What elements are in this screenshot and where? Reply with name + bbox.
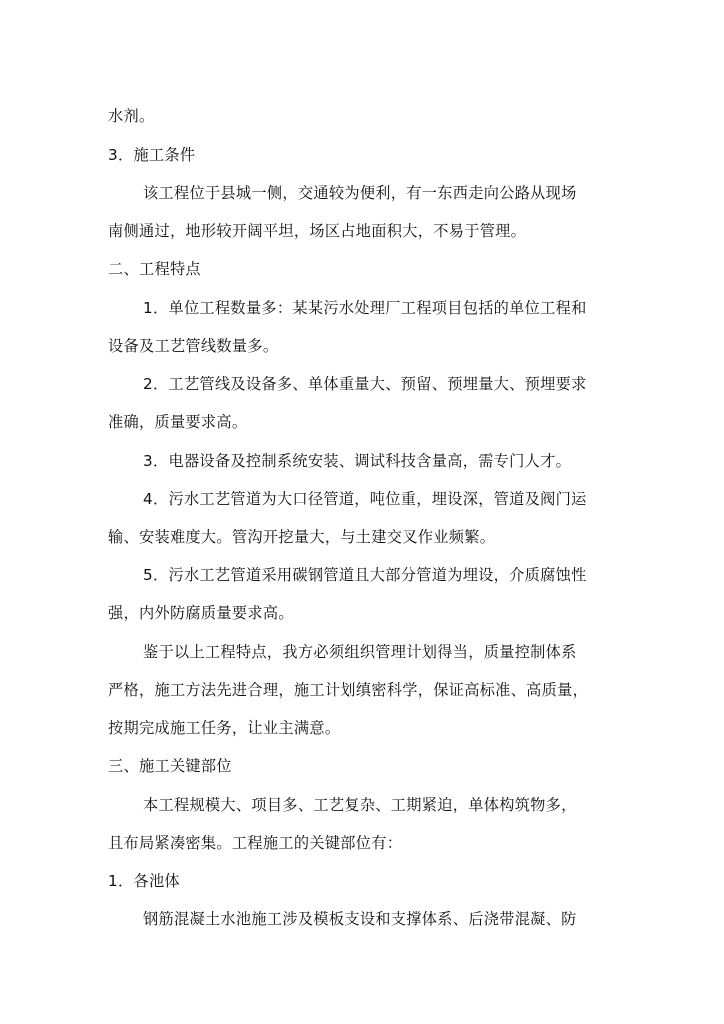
text-line: 钢筋混凝土水池施工涉及模板支设和支撑体系、后浇带混凝、防 xyxy=(143,910,577,928)
text-line: 准确，质量要求高。 xyxy=(108,413,248,431)
text-line: 南侧通过，地形较开阔平坦，场区占地面积大，不易于管理。 xyxy=(108,222,527,240)
text-line: 本工程规模大、项目多、工艺复杂、工期紧迫，单体构筑物多， xyxy=(143,796,577,814)
text-line: 设备及工艺管线数量多。 xyxy=(108,337,279,355)
text-line: 按期完成施工任务，让业主满意。 xyxy=(108,719,341,737)
text-line: 且布局紧凑密集。工程施工的关键部位有： xyxy=(108,834,403,852)
text-line: 严格，施工方法先进合理，施工计划缜密科学，保证高标准、高质量， xyxy=(108,681,589,699)
text-line: 鉴于以上工程特点，我方必须组织管理计划得当，质量控制体系 xyxy=(143,643,577,661)
section-heading: 3．施工条件 xyxy=(108,146,196,164)
section-heading: 三、施工关键部位 xyxy=(108,757,232,775)
list-item: 4．污水工艺管道为大口径管道，吨位重，埋设深，管道及阀门运 xyxy=(143,490,587,508)
text-line: 输、安装难度大。管沟开挖量大，与土建交叉作业频繁。 xyxy=(108,528,496,546)
list-item: 3．电器设备及控制系统安装、调试科技含量高，需专门人才。 xyxy=(143,452,572,470)
list-item: 1．单位工程数量多：某某污水处理厂工程项目包括的单位工程和 xyxy=(143,299,587,317)
section-heading: 二、工程特点 xyxy=(108,260,201,278)
list-item: 2．工艺管线及设备多、单体重量大、预留、预埋量大、预埋要求 xyxy=(143,375,587,393)
text-line: 该工程位于县城一侧，交通较为便利，有一东西走向公路从现场 xyxy=(143,184,577,202)
section-heading: 1．各池体 xyxy=(108,872,180,890)
text-line: 强，内外防腐质量要求高。 xyxy=(108,604,294,622)
list-item: 5．污水工艺管道采用碳钢管道且大部分管道为埋设，介质腐蚀性 xyxy=(143,566,587,584)
text-line: 水剂。 xyxy=(108,107,155,125)
